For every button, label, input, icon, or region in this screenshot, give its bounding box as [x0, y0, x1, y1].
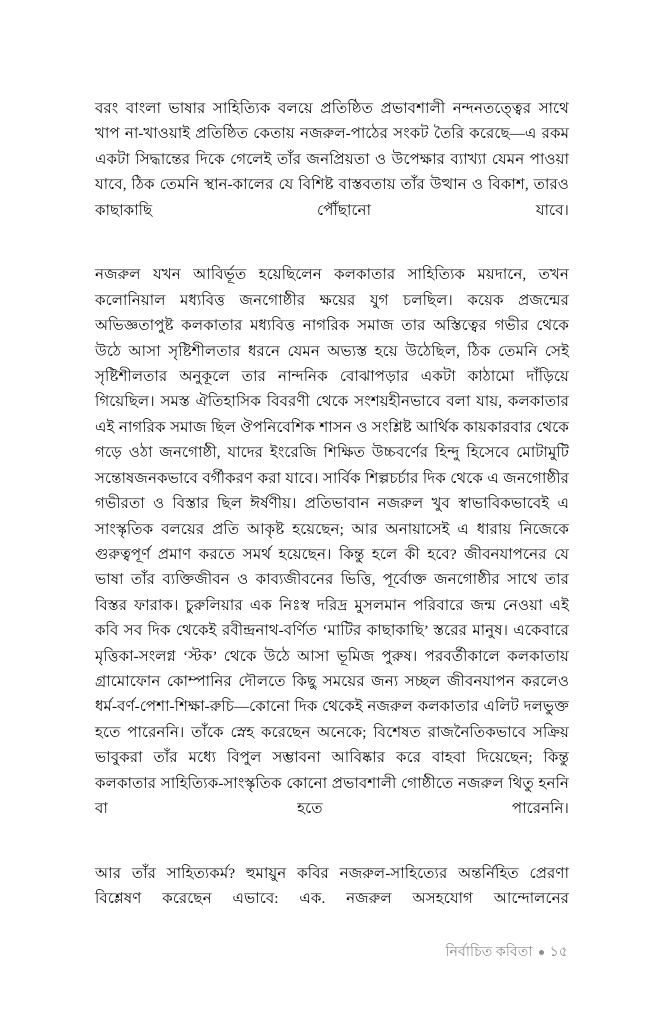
bullet-separator-icon — [539, 950, 544, 955]
body-paragraph-1: বরং বাংলা ভাষার সাহিত্যিক বলয়ে প্রতিষ্ঠিত প্রভাবশালী নন্দনতত্ত্বের সাথে খাপ না-খাওয়াই প্রতিষ্ঠিত কেতায় নজরুল-পাঠের সংকট তৈরি করেছে—এ রকম একটা সিদ্ধান্তের দিকে গেলেই তাঁর জনপ্রিয়তা ও উপেক্ষার ব্যাখ্যা যেমন পাওয়া যাবে, ঠিক তেমনি স্থান-কালের যে বিশিষ্ট বাস্তবতায় তাঁর উত্থান ও বিকাশ, তারও কাছাকাছি পৌঁছানো যাবে। — [95, 100, 569, 219]
footer-page-number: ১৫ — [549, 944, 568, 960]
page-footer — [95, 942, 568, 962]
body-paragraph-2: নজরুল যখন আবির্ভূত হয়েছিলেন কলকাতার সাহিত্যিক ময়দানে, তখন কলোনিয়াল মধ্যবিত্ত জনগোষ্ঠীর ক্ষয়ের যুগ চলছিল। কয়েক প্রজন্মের অভিজ্ঞতাপুষ্ট কলকাতার মধ্যবিত্ত নাগরিক সমাজ তার অস্তিত্বের গভীর থেকে উঠে আসা সৃষ্টিশীলতার ধরনে যেমন অভ্যস্ত হয়ে উঠেছিল, ঠিক তেমনি সেই সৃষ্টিশীলতার অনুকূলে তার নান্দনিক বোঝাপড়ার একটা কাঠামো দাঁড়িয়ে গিয়েছিল। সমস্ত ঐতিহাসিক বিবরণী থেকে সংশয়হীনভাবে বলা যায়, কলকাতার এই নাগরিক সমাজ ছিল ঔপনিবেশিক শাসন ও সংশ্লিষ্ট আর্থিক কায়কারবার থেকে গড়ে ওঠা জনগোষ্ঠী, যাদের ইংরেজি শিক্ষিত উচ্চবর্ণের হিন্দু হিসেবে মোটামুটি সন্তোষজনকভাবে বর্গীকরণ করা যাবে। সার্বিক শিল্পচর্চার দিক থেকে এ জনগোষ্ঠীর গভীরতা ও বিস্তার ছিল ঈর্ষণীয়। প্রতিভাবান নজরুল খুব স্বাভাবিকভাবেই এ সাংস্কৃতিক বলয়ের প্রতি আকৃষ্ট হয়েছেন; আর অনায়াসেই এ ধারায় নিজেকে গুরুত্বপূর্ণ প্রমাণ করতে সমর্থ হয়েছেন। কিন্তু হলে কী হবে? জীবনযাপনের যে ভাষা তাঁর ব্যক্তিজীবন ও কাব্যজীবনের ভিত্তি, পূর্বোক্ত জনগোষ্ঠীর সাথে তার বিস্তর ফারাক। চুরুলিয়ার এক নিঃস্ব দরিদ্র মুসলমান পরিবারে জন্ম নেওয়া এই কবি সব দিক থেকেই রবীন্দ্রনাথ-বর্ণিত ‘মাটির কাছাকাছি’ স্তরের মানুষ। একেবারে মৃত্তিকা-সংলগ্ন ‘স্টক’ থেকে উঠে আসা ভূমিজ পুরুষ। পরবর্তীকালে কলকাতায় গ্রামোফোন কোম্পানির দৌলতে কিছু সময়ের জন্য সচ্ছল জীবনযাপন করলেও ধর্ম-বর্ণ-পেশা-শিক্ষা-রুচি—কোনো দিক থেকেই নজরুল কলকাতার এলিট দলভুক্ত হতে পারেননি। তাঁকে স্নেহ করেছেন অনেকে; বিশেষত রাজনৈতিকভাবে সক্রিয় ভাবুকরা তাঁর মধ্যে বিপুল সম্ভাবনা আবিষ্কার করে বাহবা দিয়েছেন; কিন্তু কলকাতার সাহিত্যিক-সাংস্কৃতিক কোনো প্রভাবশালী গোষ্ঠীতে নজরুল থিতু হননি বা হতে পারেননি। — [95, 266, 569, 817]
footer-book-title: নির্বাচিত কবিতা — [445, 944, 533, 960]
text-column — [95, 96, 569, 937]
body-paragraph-3: আর তাঁর সাহিত্যকর্ম? হুমায়ুন কবির নজরুল-সাহিত্যের অন্তর্নিহিত প্রেরণা বিশ্লেষণ করেছেন এভাবে: এক. নজরুল অসহযোগ আন্দোলনের — [95, 864, 569, 908]
